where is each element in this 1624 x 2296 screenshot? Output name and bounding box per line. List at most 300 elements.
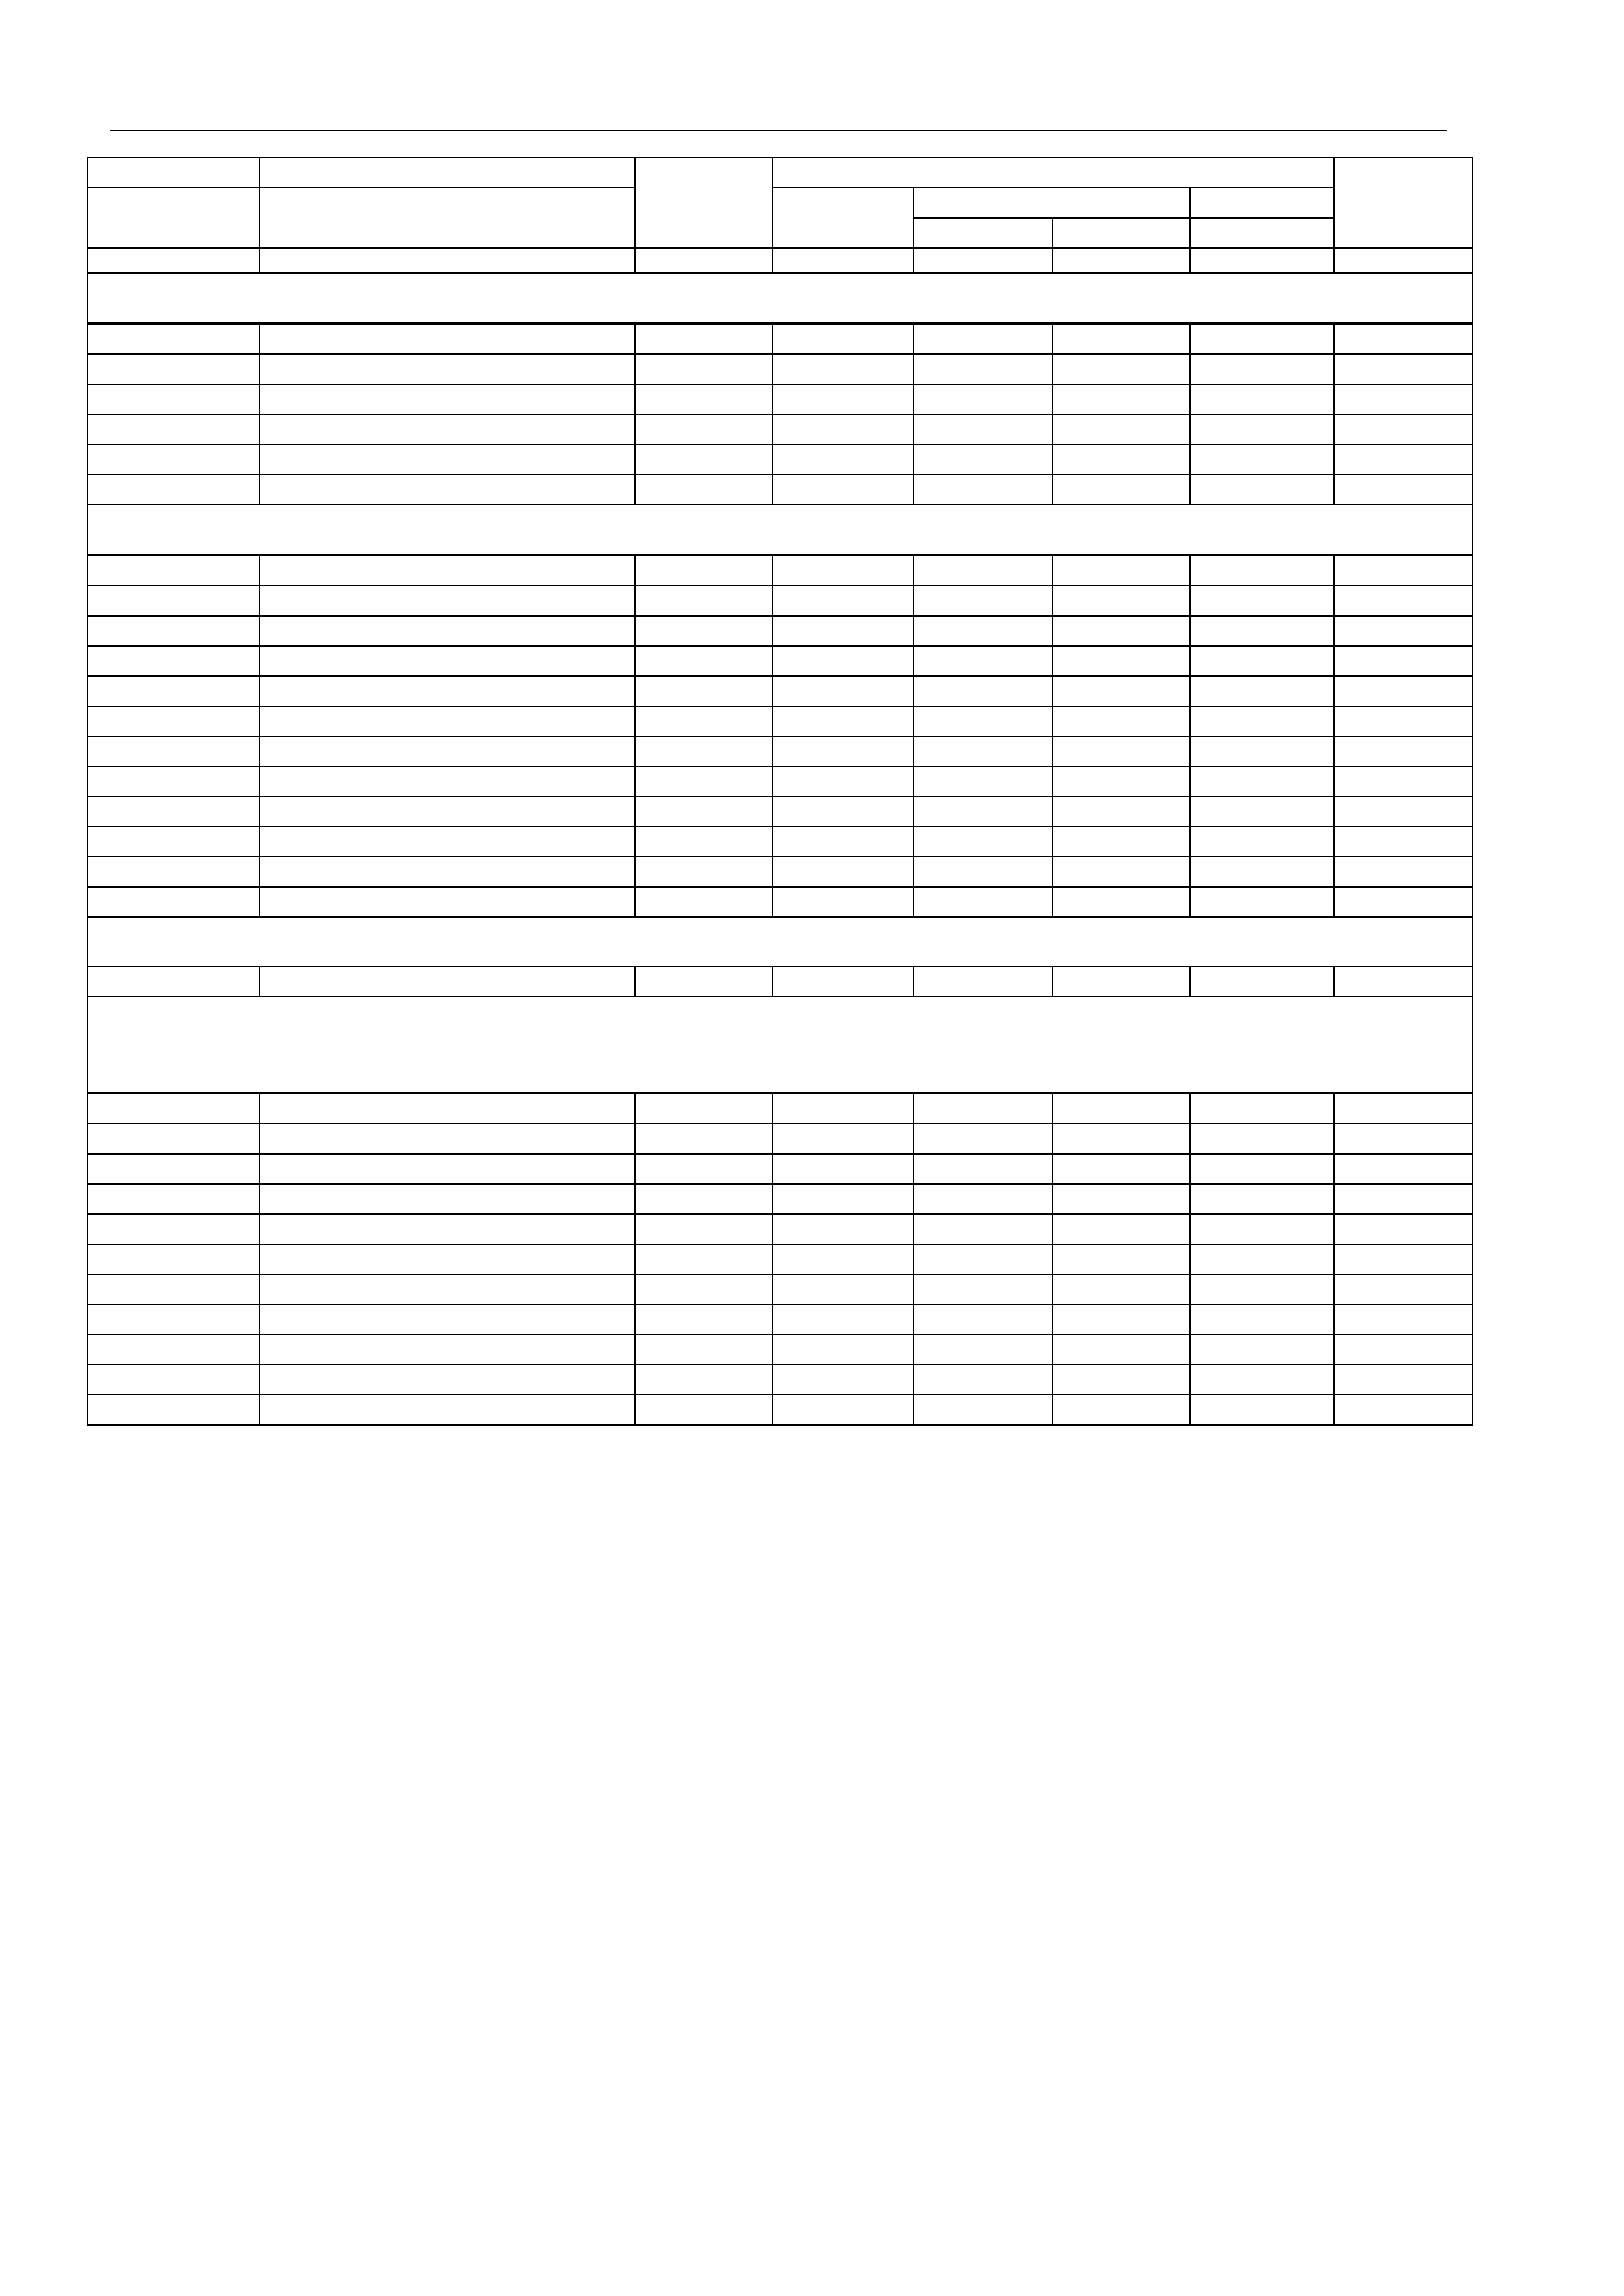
operators-pay bbox=[1053, 887, 1190, 917]
table-row bbox=[88, 324, 1473, 354]
operators-pay bbox=[1053, 1154, 1190, 1184]
table-row bbox=[88, 1335, 1473, 1365]
rate-code bbox=[88, 736, 259, 766]
rate-code bbox=[88, 1124, 259, 1154]
labor-hours bbox=[1334, 967, 1473, 997]
labor-hours bbox=[1334, 475, 1473, 505]
machines-total bbox=[914, 324, 1053, 354]
direct-cost bbox=[635, 766, 772, 797]
direct-cost bbox=[635, 887, 772, 917]
col-number bbox=[1334, 248, 1473, 273]
operators-pay bbox=[1053, 414, 1190, 444]
group-incl-header bbox=[772, 158, 1334, 188]
labor-hours bbox=[1334, 384, 1473, 414]
work-name bbox=[259, 586, 635, 616]
machines-total bbox=[914, 1244, 1053, 1274]
materials-cost bbox=[1190, 1304, 1334, 1335]
labor-hours bbox=[1334, 324, 1473, 354]
materials-cost bbox=[1190, 1244, 1334, 1274]
work-name bbox=[259, 676, 635, 706]
col2-bottom-header bbox=[259, 188, 635, 248]
work-name bbox=[259, 706, 635, 736]
direct-cost bbox=[635, 1335, 772, 1365]
direct-cost bbox=[635, 1124, 772, 1154]
machines-total bbox=[914, 797, 1053, 827]
labor-hours bbox=[1334, 827, 1473, 857]
work-name bbox=[259, 736, 635, 766]
operators-pay bbox=[1053, 857, 1190, 887]
machines-total bbox=[914, 887, 1053, 917]
labor-pay bbox=[772, 1124, 914, 1154]
labor-hours bbox=[1334, 1335, 1473, 1365]
materials-cost bbox=[1190, 887, 1334, 917]
machines-total bbox=[914, 444, 1053, 475]
operators-pay bbox=[1053, 967, 1190, 997]
labor-pay bbox=[772, 384, 914, 414]
materials-cost bbox=[1190, 766, 1334, 797]
table-row bbox=[88, 887, 1473, 917]
operators-pay bbox=[1053, 384, 1190, 414]
rate-code bbox=[88, 797, 259, 827]
group-materials-header bbox=[1190, 188, 1334, 218]
operators-pay bbox=[1053, 676, 1190, 706]
rate-code bbox=[88, 324, 259, 354]
operators-pay bbox=[1053, 736, 1190, 766]
table-row bbox=[88, 1274, 1473, 1304]
table-row bbox=[88, 556, 1473, 586]
operators-pay bbox=[1053, 1365, 1190, 1395]
materials-cost bbox=[1190, 967, 1334, 997]
labor-pay bbox=[772, 676, 914, 706]
materials-cost bbox=[1190, 384, 1334, 414]
rate-code bbox=[88, 556, 259, 586]
measure-row bbox=[88, 1063, 1473, 1092]
table-row bbox=[88, 444, 1473, 475]
operators-pay bbox=[1053, 1094, 1190, 1124]
table-row bbox=[88, 967, 1473, 997]
work-name bbox=[259, 1395, 635, 1425]
operators-pay bbox=[1053, 475, 1190, 505]
direct-cost bbox=[635, 556, 772, 586]
table-title-row bbox=[88, 505, 1473, 525]
labor-hours bbox=[1334, 414, 1473, 444]
table-row bbox=[88, 586, 1473, 616]
work-name bbox=[259, 384, 635, 414]
work-name bbox=[259, 616, 635, 646]
work-name bbox=[259, 797, 635, 827]
operators-pay bbox=[1053, 827, 1190, 857]
table-row bbox=[88, 857, 1473, 887]
materials-cost bbox=[1190, 1094, 1334, 1124]
operators-pay bbox=[1053, 556, 1190, 586]
materials-cost bbox=[1190, 827, 1334, 857]
materials-cost bbox=[1190, 556, 1334, 586]
machines-total bbox=[914, 1335, 1053, 1365]
labor-hours bbox=[1334, 1395, 1473, 1425]
header-row-1 bbox=[88, 158, 1473, 188]
labor-pay bbox=[772, 887, 914, 917]
operators-pay bbox=[1053, 1395, 1190, 1425]
rate-code bbox=[88, 384, 259, 414]
labor-pay bbox=[772, 967, 914, 997]
materials-cost bbox=[1190, 354, 1334, 384]
rate-code bbox=[88, 616, 259, 646]
direct-cost bbox=[635, 1244, 772, 1274]
work-name bbox=[259, 324, 635, 354]
labor-hours bbox=[1334, 1094, 1473, 1124]
labor-pay bbox=[772, 1274, 914, 1304]
col-number bbox=[88, 248, 259, 273]
direct-cost bbox=[635, 324, 772, 354]
direct-cost bbox=[635, 1274, 772, 1304]
labor-pay bbox=[772, 1365, 914, 1395]
machines-total bbox=[914, 1395, 1053, 1425]
materials-cost bbox=[1190, 857, 1334, 887]
operators-pay bbox=[1053, 797, 1190, 827]
machines-total bbox=[914, 646, 1053, 676]
labor-hours bbox=[1334, 857, 1473, 887]
operators-pay bbox=[1053, 616, 1190, 646]
col-number bbox=[1190, 248, 1334, 273]
direct-cost bbox=[635, 586, 772, 616]
direct-cost bbox=[635, 797, 772, 827]
rate-code bbox=[88, 967, 259, 997]
materials-cost bbox=[1190, 676, 1334, 706]
measure-row bbox=[88, 937, 1473, 967]
rate-code bbox=[88, 1094, 259, 1124]
labor-pay bbox=[772, 1184, 914, 1214]
labor-pay bbox=[772, 736, 914, 766]
direct-cost bbox=[635, 736, 772, 766]
work-name bbox=[259, 414, 635, 444]
labor-pay bbox=[772, 1094, 914, 1124]
col-number bbox=[259, 248, 635, 273]
big-heading-row bbox=[88, 997, 1473, 1043]
table-row bbox=[88, 706, 1473, 736]
direct-cost bbox=[635, 384, 772, 414]
col6-header bbox=[1053, 218, 1190, 248]
table-row bbox=[88, 475, 1473, 505]
rate-code bbox=[88, 1395, 259, 1425]
rate-code bbox=[88, 1365, 259, 1395]
machines-total bbox=[914, 766, 1053, 797]
machines-total bbox=[914, 586, 1053, 616]
labor-hours bbox=[1334, 1124, 1473, 1154]
rate-code bbox=[88, 857, 259, 887]
materials-cost bbox=[1190, 797, 1334, 827]
direct-cost bbox=[635, 414, 772, 444]
labor-hours bbox=[1334, 1274, 1473, 1304]
work-name bbox=[259, 887, 635, 917]
labor-hours bbox=[1334, 556, 1473, 586]
col2-top-header bbox=[259, 158, 635, 188]
rate-code bbox=[88, 706, 259, 736]
rate-code bbox=[88, 1274, 259, 1304]
labor-pay bbox=[772, 797, 914, 827]
materials-cost bbox=[1190, 616, 1334, 646]
materials-cost bbox=[1190, 1124, 1334, 1154]
col1-bottom-header bbox=[88, 188, 259, 248]
table-row bbox=[88, 1304, 1473, 1335]
header-rule bbox=[110, 130, 1447, 131]
machines-total bbox=[914, 827, 1053, 857]
rate-code bbox=[88, 1214, 259, 1244]
machines-total bbox=[914, 384, 1053, 414]
table-66-28-title-row bbox=[88, 273, 1473, 293]
materials-cost bbox=[1190, 736, 1334, 766]
col3-header bbox=[635, 158, 772, 248]
materials-cost bbox=[1190, 1154, 1334, 1184]
table-title-row bbox=[88, 917, 1473, 937]
machines-total bbox=[914, 1365, 1053, 1395]
table-row bbox=[88, 1184, 1473, 1214]
work-name bbox=[259, 556, 635, 586]
col4-header bbox=[772, 188, 914, 248]
machines-total bbox=[914, 616, 1053, 646]
operators-pay bbox=[1053, 1274, 1190, 1304]
operators-pay bbox=[1053, 1335, 1190, 1365]
col-number bbox=[914, 248, 1053, 273]
col-number bbox=[772, 248, 914, 273]
direct-cost bbox=[635, 475, 772, 505]
rate-code bbox=[88, 1335, 259, 1365]
materials-cost bbox=[1190, 586, 1334, 616]
operators-pay bbox=[1053, 1304, 1190, 1335]
table-row bbox=[88, 616, 1473, 646]
materials-cost bbox=[1190, 1395, 1334, 1425]
operators-pay bbox=[1053, 706, 1190, 736]
operators-pay bbox=[1053, 354, 1190, 384]
labor-hours bbox=[1334, 1184, 1473, 1214]
rate-code bbox=[88, 676, 259, 706]
operators-pay bbox=[1053, 646, 1190, 676]
machines-total bbox=[914, 1094, 1053, 1124]
col-number bbox=[1053, 248, 1190, 273]
col5-header bbox=[914, 218, 1053, 248]
rate-code bbox=[88, 475, 259, 505]
rate-table bbox=[87, 157, 1473, 1426]
operators-pay bbox=[1053, 1124, 1190, 1154]
header-row-2 bbox=[88, 188, 1473, 218]
labor-hours bbox=[1334, 354, 1473, 384]
table-row bbox=[88, 1214, 1473, 1244]
work-name bbox=[259, 1365, 635, 1395]
labor-hours bbox=[1334, 1154, 1473, 1184]
table-row bbox=[88, 354, 1473, 384]
materials-cost bbox=[1190, 1365, 1334, 1395]
measure-row bbox=[88, 525, 1473, 554]
table-row bbox=[88, 1124, 1473, 1154]
table-row bbox=[88, 1395, 1473, 1425]
labor-hours bbox=[1334, 1214, 1473, 1244]
table-row bbox=[88, 827, 1473, 857]
labor-pay bbox=[772, 475, 914, 505]
table-row bbox=[88, 414, 1473, 444]
direct-cost bbox=[635, 857, 772, 887]
labor-pay bbox=[772, 414, 914, 444]
rate-code bbox=[88, 444, 259, 475]
operators-pay bbox=[1053, 324, 1190, 354]
col7-header bbox=[1190, 218, 1334, 248]
materials-cost bbox=[1190, 324, 1334, 354]
labor-pay bbox=[772, 1395, 914, 1425]
direct-cost bbox=[635, 1214, 772, 1244]
work-name bbox=[259, 1214, 635, 1244]
labor-hours bbox=[1334, 706, 1473, 736]
rate-code bbox=[88, 1184, 259, 1214]
work-name bbox=[259, 766, 635, 797]
work-name bbox=[259, 444, 635, 475]
labor-pay bbox=[772, 766, 914, 797]
machines-total bbox=[914, 1214, 1053, 1244]
labor-pay bbox=[772, 827, 914, 857]
operators-pay bbox=[1053, 586, 1190, 616]
materials-cost bbox=[1190, 1274, 1334, 1304]
direct-cost bbox=[635, 444, 772, 475]
materials-cost bbox=[1190, 444, 1334, 475]
machines-total bbox=[914, 414, 1053, 444]
measure-row bbox=[88, 293, 1473, 323]
col8-header bbox=[1334, 158, 1473, 248]
labor-pay bbox=[772, 857, 914, 887]
col1-top-header bbox=[88, 158, 259, 188]
machines-total bbox=[914, 475, 1053, 505]
machines-total bbox=[914, 736, 1053, 766]
labor-pay bbox=[772, 324, 914, 354]
rate-code bbox=[88, 827, 259, 857]
rate-code bbox=[88, 586, 259, 616]
table-row bbox=[88, 736, 1473, 766]
direct-cost bbox=[635, 354, 772, 384]
direct-cost bbox=[635, 827, 772, 857]
machines-total bbox=[914, 857, 1053, 887]
labor-pay bbox=[772, 1304, 914, 1335]
rate-code bbox=[88, 1304, 259, 1335]
rate-table-frame bbox=[87, 157, 1472, 2128]
table-row bbox=[88, 1154, 1473, 1184]
operators-pay bbox=[1053, 766, 1190, 797]
machines-total bbox=[914, 1154, 1053, 1184]
rate-code bbox=[88, 646, 259, 676]
table-row bbox=[88, 1365, 1473, 1395]
labor-pay bbox=[772, 354, 914, 384]
table-row bbox=[88, 384, 1473, 414]
work-name bbox=[259, 475, 635, 505]
direct-cost bbox=[635, 1365, 772, 1395]
direct-cost bbox=[635, 1184, 772, 1214]
work-name bbox=[259, 1274, 635, 1304]
labor-pay bbox=[772, 616, 914, 646]
rate-code bbox=[88, 766, 259, 797]
direct-cost bbox=[635, 967, 772, 997]
work-name bbox=[259, 354, 635, 384]
labor-hours bbox=[1334, 766, 1473, 797]
machines-total bbox=[914, 1124, 1053, 1154]
rate-code bbox=[88, 1154, 259, 1184]
work-name bbox=[259, 967, 635, 997]
rate-code bbox=[88, 1244, 259, 1274]
work-name bbox=[259, 1304, 635, 1335]
labor-pay bbox=[772, 1154, 914, 1184]
machines-total bbox=[914, 1274, 1053, 1304]
table-row bbox=[88, 676, 1473, 706]
labor-hours bbox=[1334, 1304, 1473, 1335]
direct-cost bbox=[635, 1304, 772, 1335]
table-row bbox=[88, 797, 1473, 827]
labor-hours bbox=[1334, 887, 1473, 917]
column-numbers-row bbox=[88, 248, 1473, 273]
labor-pay bbox=[772, 1214, 914, 1244]
labor-hours bbox=[1334, 1365, 1473, 1395]
rate-code bbox=[88, 354, 259, 384]
table-row bbox=[88, 1244, 1473, 1274]
labor-hours bbox=[1334, 616, 1473, 646]
direct-cost bbox=[635, 706, 772, 736]
work-name bbox=[259, 1184, 635, 1214]
work-name bbox=[259, 1154, 635, 1184]
direct-cost bbox=[635, 1094, 772, 1124]
work-name bbox=[259, 1335, 635, 1365]
operators-pay bbox=[1053, 1184, 1190, 1214]
materials-cost bbox=[1190, 1214, 1334, 1244]
machines-total bbox=[914, 354, 1053, 384]
table-row bbox=[88, 766, 1473, 797]
big-heading bbox=[88, 997, 1473, 1043]
col-number bbox=[635, 248, 772, 273]
table-row bbox=[88, 646, 1473, 676]
group-machines-header bbox=[914, 188, 1190, 218]
machines-total bbox=[914, 706, 1053, 736]
rate-code bbox=[88, 887, 259, 917]
work-name bbox=[259, 1094, 635, 1124]
machines-total bbox=[914, 1304, 1053, 1335]
labor-hours bbox=[1334, 444, 1473, 475]
direct-cost bbox=[635, 616, 772, 646]
table-title-row bbox=[88, 1043, 1473, 1063]
labor-hours bbox=[1334, 736, 1473, 766]
rate-code bbox=[88, 414, 259, 444]
operators-pay bbox=[1053, 444, 1190, 475]
labor-pay bbox=[772, 706, 914, 736]
materials-cost bbox=[1190, 1335, 1334, 1365]
work-name bbox=[259, 1244, 635, 1274]
direct-cost bbox=[635, 1395, 772, 1425]
labor-pay bbox=[772, 1335, 914, 1365]
labor-pay bbox=[772, 444, 914, 475]
work-name bbox=[259, 1124, 635, 1154]
table-row bbox=[88, 1094, 1473, 1124]
operators-pay bbox=[1053, 1214, 1190, 1244]
materials-cost bbox=[1190, 646, 1334, 676]
machines-total bbox=[914, 676, 1053, 706]
materials-cost bbox=[1190, 706, 1334, 736]
labor-hours bbox=[1334, 797, 1473, 827]
direct-cost bbox=[635, 676, 772, 706]
labor-hours bbox=[1334, 646, 1473, 676]
machines-total bbox=[914, 1184, 1053, 1214]
labor-pay bbox=[772, 1244, 914, 1274]
direct-cost bbox=[635, 1154, 772, 1184]
direct-cost bbox=[635, 646, 772, 676]
labor-hours bbox=[1334, 586, 1473, 616]
labor-pay bbox=[772, 646, 914, 676]
machines-total bbox=[914, 556, 1053, 586]
materials-cost bbox=[1190, 1184, 1334, 1214]
work-name bbox=[259, 857, 635, 887]
labor-pay bbox=[772, 586, 914, 616]
machines-total bbox=[914, 967, 1053, 997]
materials-cost bbox=[1190, 414, 1334, 444]
